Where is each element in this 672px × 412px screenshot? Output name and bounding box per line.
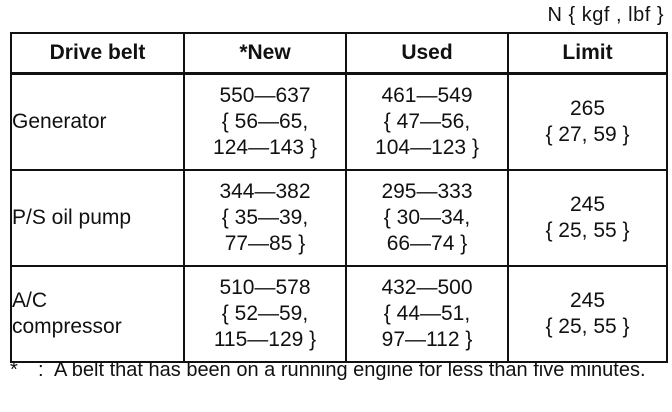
- table-header-row: [11, 33, 667, 74]
- new-value-cell: 550—637 { 56—65, 124—143 }: [184, 74, 346, 171]
- footnote-separator: :: [38, 359, 44, 381]
- footnote-marker: *: [10, 359, 18, 381]
- belt-name-cell: P/S oil pump: [11, 170, 184, 266]
- used-value-cell: 461—549 { 47—56, 104—123 }: [346, 74, 508, 171]
- header-used: Used: [346, 33, 508, 74]
- table-row: [11, 266, 667, 362]
- limit-value-cell: 245 { 25, 55 }: [508, 170, 667, 266]
- header-limit: Limit: [508, 33, 667, 74]
- limit-value-cell: 265 { 27, 59 }: [508, 74, 667, 171]
- new-value-cell: 510—578 { 52—59, 115—129 }: [184, 266, 346, 362]
- limit-value-cell: 245 { 25, 55 }: [508, 266, 667, 362]
- table-row: [11, 170, 667, 266]
- unit-label: N { kgf , lbf }: [547, 4, 664, 26]
- belt-tension-table: [10, 32, 668, 363]
- used-value-cell: 295—333 { 30—34, 66—74 }: [346, 170, 508, 266]
- table-row: [11, 74, 667, 171]
- header-new: *New: [184, 33, 346, 74]
- footnote-text: A belt that has been on a running engine for less than five minutes.: [54, 359, 646, 381]
- new-value-cell: 344—382 { 35—39, 77—85 }: [184, 170, 346, 266]
- belt-name-cell: Generator: [11, 74, 184, 171]
- used-value-cell: 432—500 { 44—51, 97—112 }: [346, 266, 508, 362]
- belt-name-cell: A/C compressor: [11, 266, 184, 362]
- header-drive-belt: Drive belt: [11, 33, 184, 74]
